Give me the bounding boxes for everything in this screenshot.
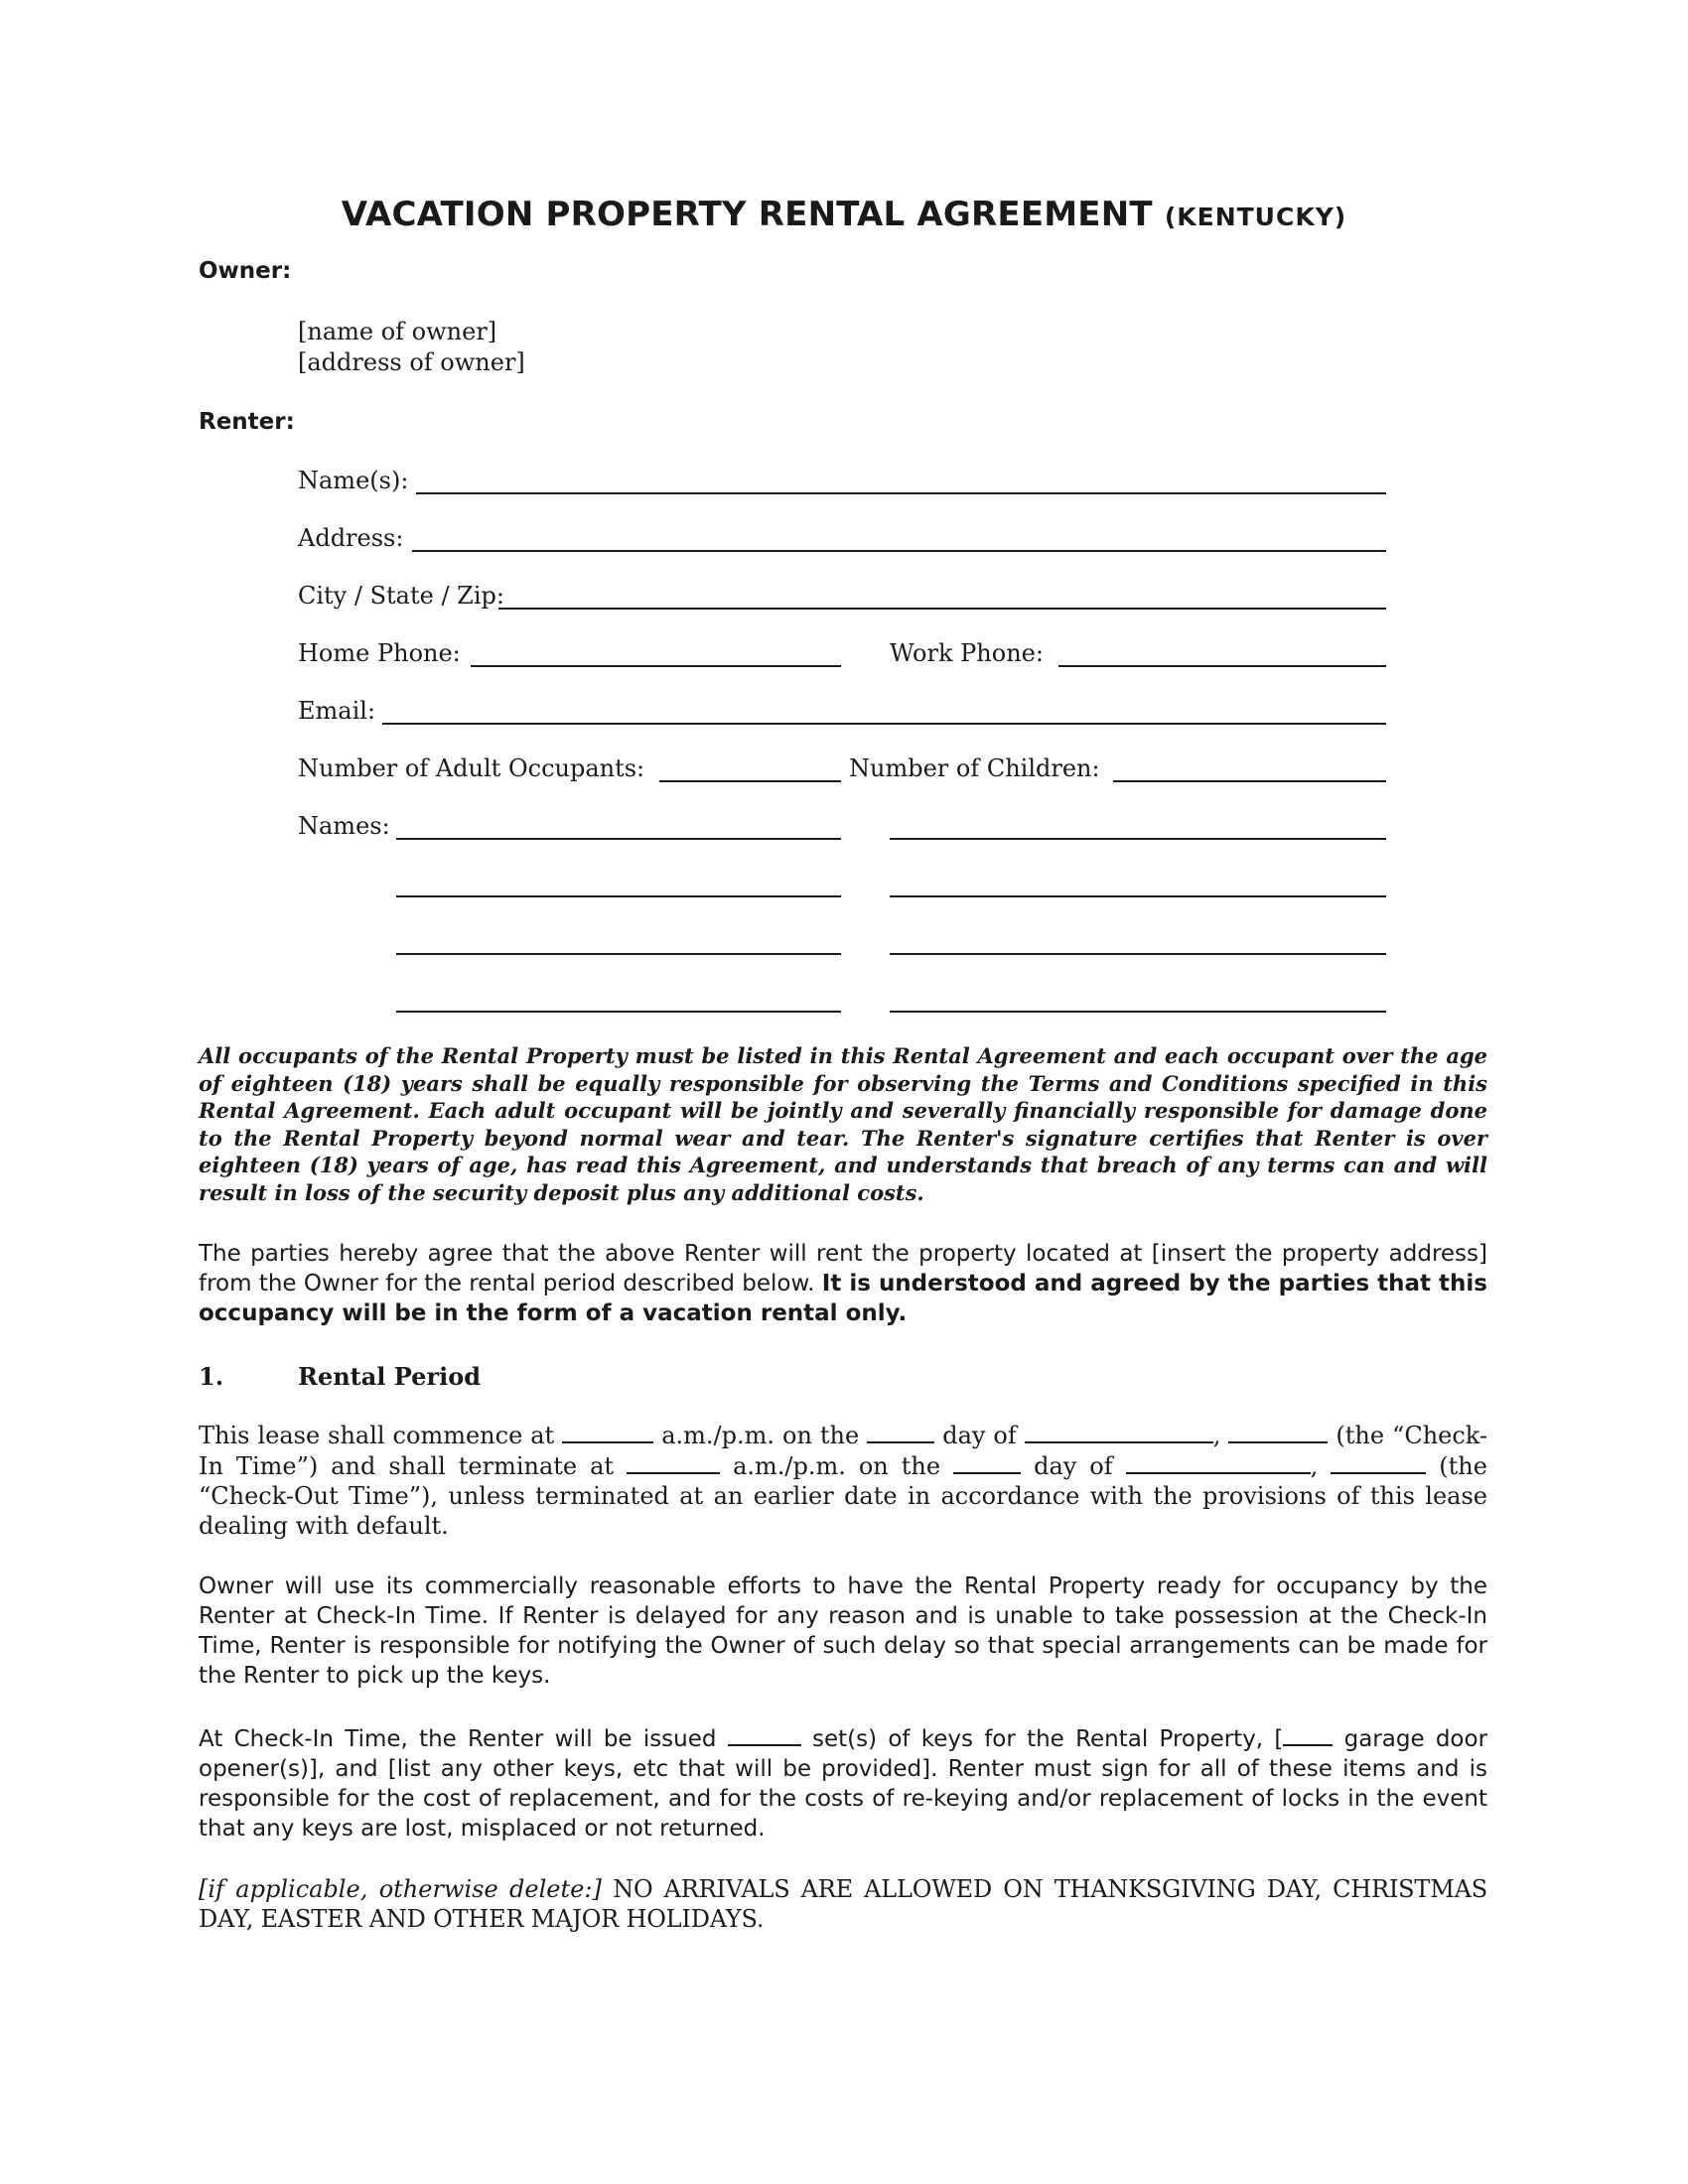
holiday-restriction: NO ARRIVALS ARE ALLOWED ON THANKSGIVING DAY, CHRISTMAS DAY, EASTER AND OTHER MAJOR HOLIDAYS. <box>199 1875 1487 1933</box>
owner-label: Owner: <box>199 258 292 284</box>
check-in-time-blank[interactable] <box>562 1420 653 1443</box>
text-fragment: This lease shall commence at <box>199 1422 555 1449</box>
check-out-year-blank[interactable] <box>1331 1450 1426 1474</box>
text-fragment: At Check-In Time, the Renter will be issued <box>199 1726 717 1752</box>
renter-label: Renter: <box>199 409 295 435</box>
renter-address-field[interactable] <box>412 550 1386 552</box>
section-number: 1. <box>199 1362 224 1391</box>
renter-city-field[interactable] <box>498 608 1386 610</box>
check-in-day-blank[interactable] <box>867 1420 934 1443</box>
email-field[interactable] <box>382 723 1386 725</box>
occupant-name-field[interactable] <box>890 953 1386 955</box>
text-fragment: a.m./p.m. on the <box>733 1452 941 1480</box>
check-out-time-blank[interactable] <box>627 1450 720 1474</box>
adult-occupants-field[interactable] <box>659 780 841 782</box>
intro-bold: It is understood and agreed by the parties that this occupancy will be in the form of a vacation rental only. <box>199 1271 1487 1326</box>
intro-paragraph <box>199 1239 1487 1328</box>
work-phone-field[interactable] <box>1058 665 1386 667</box>
work-phone-label: Work Phone: <box>890 639 1044 667</box>
children-label: Number of Children: <box>849 754 1100 782</box>
renter-names-label: Name(s): <box>298 467 409 494</box>
occupant-name-field[interactable] <box>396 895 841 897</box>
rental-period-paragraph <box>199 1420 1487 1541</box>
occupant-name-field[interactable] <box>890 895 1386 897</box>
holiday-paragraph <box>199 1874 1487 1934</box>
occupant-name-field[interactable] <box>890 1011 1386 1013</box>
email-label: Email: <box>298 697 376 725</box>
text-fragment: (the “Check-In Time”) and shall terminate at <box>199 1422 1488 1480</box>
children-field[interactable] <box>1113 780 1386 782</box>
occupant-name-field[interactable] <box>396 838 841 840</box>
text-fragment: a.m./p.m. on the <box>661 1422 860 1449</box>
check-in-month-blank[interactable] <box>1025 1420 1213 1443</box>
check-in-paragraph: Owner will use its commercially reasonable efforts to have the Rental Property ready for occupancy by the Renter at Check-In Time. If Renter is delayed for any reason and is unable to take possession at the Check-In Time, Renter is responsible for notifying the Owner of such delay so that special arrangements can be made for the Renter to pick up the keys. <box>199 1573 1487 1689</box>
home-phone-label: Home Phone: <box>298 639 461 667</box>
check-out-day-blank[interactable] <box>953 1450 1021 1474</box>
text-fragment: day of <box>1034 1452 1113 1480</box>
renter-address-label: Address: <box>298 524 404 552</box>
renter-city-label: City / State / Zip: <box>298 582 504 610</box>
garage-opener-blank[interactable] <box>1283 1722 1333 1746</box>
occupant-names-label: Names: <box>298 812 390 840</box>
occupant-name-field[interactable] <box>396 953 841 955</box>
renter-names-field[interactable] <box>416 492 1386 494</box>
key-sets-blank[interactable] <box>728 1722 801 1746</box>
adult-occupants-label: Number of Adult Occupants: <box>298 754 645 782</box>
occupancy-notice: All occupants of the Rental Property must be listed in this Rental Agreement and each occupant over the age of eighteen (18) years shall be equally responsible for observing the Terms and Conditions specified in this Rental Agreement. Each adult occupant will be jointly and severally financially responsible for damage done to the Rental Property beyond normal wear and tear. The Renter's signature certifies that Renter is over eighteen (18) years of age, has read this Agreement, and understands that breach of any terms can and will result in loss of the security deposit plus any additional costs. <box>199 1043 1487 1205</box>
title-main: VACATION PROPERTY RENTAL AGREEMENT <box>341 195 1153 234</box>
home-phone-field[interactable] <box>471 665 841 667</box>
text-fragment: set(s) of keys for the Rental Property, [ <box>812 1726 1284 1752</box>
intro-plain: The parties hereby agree that the above Renter will rent the property located at [insert the property address] from the Owner for the rental period described below. <box>199 1241 1487 1297</box>
check-out-month-blank[interactable] <box>1126 1450 1311 1474</box>
owner-name: [name of owner] <box>298 318 497 345</box>
owner-address: [address of owner] <box>298 348 525 376</box>
text-fragment: garage door opener(s)], and [list any other keys, etc that will be provided]. Renter must sign for all of these items and is responsible for the cost of replacement, and for the costs of re-keying and/or replacement of locks in the event that any keys are lost, misplaced or not returned. <box>199 1726 1488 1842</box>
text-fragment: , <box>1212 1422 1221 1449</box>
keys-paragraph <box>199 1722 1487 1843</box>
text-fragment: , <box>1310 1452 1319 1480</box>
text-fragment: day of <box>942 1422 1017 1449</box>
section-heading: Rental Period <box>298 1362 481 1391</box>
document-title <box>0 195 1688 234</box>
check-in-year-blank[interactable] <box>1228 1420 1328 1443</box>
text-fragment: (the “Check-Out Time”), unless terminated at an earlier date in accordance with the provisions of this lease dealing with default. <box>199 1452 1487 1540</box>
holiday-note: [if applicable, otherwise delete:] <box>199 1875 602 1903</box>
title-state: (KENTUCKY) <box>1164 203 1347 231</box>
occupant-name-field[interactable] <box>396 1011 841 1013</box>
occupant-name-field[interactable] <box>890 838 1386 840</box>
